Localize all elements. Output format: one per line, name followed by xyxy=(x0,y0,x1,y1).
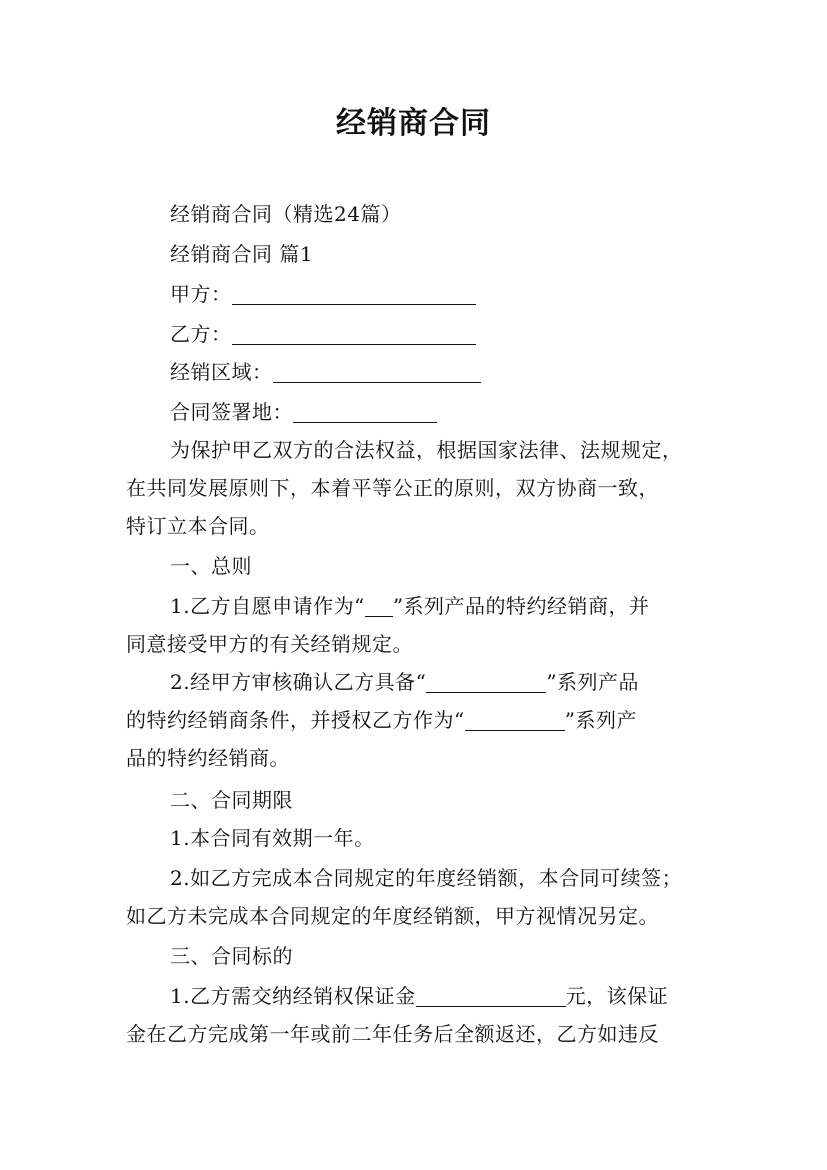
party-b-label: 乙方： xyxy=(170,322,232,346)
clause-text: 1.乙方需交纳经销权保证金 xyxy=(170,984,416,1008)
clause-1-1-line xyxy=(170,590,650,619)
party-b-field xyxy=(170,318,476,347)
clause-text: 1.乙方自愿申请作为“ xyxy=(170,594,365,618)
chapter-heading: 经销商合同 篇1 xyxy=(170,242,314,266)
party-a-field xyxy=(170,278,476,307)
product-blank xyxy=(426,670,546,693)
paragraph-line: 在共同发展原则下，本着平等公正的原则，双方协商一致， xyxy=(126,476,659,500)
paragraph-line: 品的特约经销商。 xyxy=(126,746,290,770)
region-field xyxy=(170,356,481,385)
clause-text: 元，该保证 xyxy=(565,984,669,1008)
party-b-blank xyxy=(232,322,476,345)
paragraph-line: 特订立本合同。 xyxy=(126,514,270,538)
subtitle-line: 经销商合同（精选24篇） xyxy=(170,202,402,226)
deposit-blank xyxy=(416,984,566,1007)
section-heading-2: 二、合同期限 xyxy=(170,788,293,812)
region-blank xyxy=(273,360,481,383)
paragraph-line: 如乙方未完成本合同规定的年度经销额，甲方视情况另定。 xyxy=(126,904,659,928)
paragraph-line: 金在乙方完成第一年或前二年任务后全额返还，乙方如违反 xyxy=(126,1022,659,1046)
paragraph-line: 同意接受甲方的有关经销规定。 xyxy=(126,632,413,656)
clause-1-2-line xyxy=(126,704,637,733)
sign-place-blank xyxy=(293,400,437,423)
party-a-label: 甲方： xyxy=(170,282,232,306)
clause-text: 的特约经销商条件，并授权乙方作为“ xyxy=(126,708,465,732)
party-a-blank xyxy=(232,282,476,305)
section-heading-3: 三、合同标的 xyxy=(170,944,293,968)
clause-text: ”系列产品的特约经销商，并 xyxy=(392,594,650,618)
product-blank xyxy=(365,594,393,617)
clause-text: 2.经甲方审核确认乙方具备“ xyxy=(170,670,427,694)
clause-text: ”系列产 xyxy=(564,708,637,732)
product-blank xyxy=(465,708,565,731)
clause-text: ”系列产品 xyxy=(546,670,640,694)
paragraph-line: 为保护甲乙双方的合法权益，根据国家法律、法规规定， xyxy=(170,438,683,462)
clause-3-1-line xyxy=(170,980,668,1009)
section-heading-1: 一、总则 xyxy=(170,554,252,578)
sign-place-field xyxy=(170,396,437,425)
clause-1-2-line xyxy=(170,666,639,695)
paragraph-line: 1.本合同有效期一年。 xyxy=(170,826,375,850)
document-title: 经销商合同 xyxy=(336,106,491,141)
sign-place-label: 合同签署地： xyxy=(170,400,293,424)
region-label: 经销区域： xyxy=(170,360,273,384)
paragraph-line: 2.如乙方完成本合同规定的年度经销额，本合同可续签； xyxy=(170,866,683,890)
